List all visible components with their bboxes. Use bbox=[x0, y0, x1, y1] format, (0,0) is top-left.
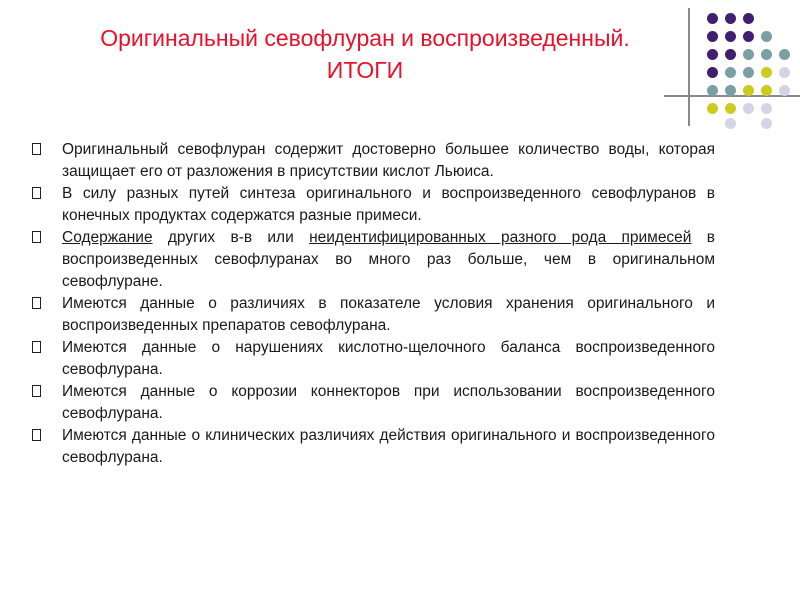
bullet-text: других в-в или bbox=[152, 229, 310, 246]
square-bullet-icon bbox=[32, 231, 41, 243]
dot bbox=[779, 49, 790, 60]
bullet-text: Имеются данные о коррозии коннекторов при использовании воспроизведенного севофлурана. bbox=[62, 383, 715, 422]
square-bullet-icon bbox=[32, 297, 41, 309]
dot bbox=[725, 67, 736, 78]
dot bbox=[707, 103, 718, 114]
bullet-item bbox=[32, 425, 715, 469]
dot bbox=[707, 49, 718, 60]
dot bbox=[761, 118, 772, 129]
dot bbox=[707, 85, 718, 96]
dot bbox=[779, 85, 790, 96]
bullet-item bbox=[32, 337, 715, 381]
bullet-item bbox=[32, 183, 715, 227]
dot bbox=[743, 31, 754, 42]
bullet-item bbox=[32, 227, 715, 293]
dot bbox=[725, 103, 736, 114]
dot bbox=[725, 118, 736, 129]
dot bbox=[779, 67, 790, 78]
bullet-text: Имеются данные о клинических различиях действия оригинального и воспроизведенного севофлурана. bbox=[62, 427, 715, 466]
dot bbox=[707, 13, 718, 24]
square-bullet-icon bbox=[32, 143, 41, 155]
dot bbox=[761, 103, 772, 114]
decorative-vertical-rule bbox=[688, 8, 690, 126]
underlined-term: неидентифицированных разного рода примесей bbox=[309, 229, 692, 246]
slide-title bbox=[20, 22, 710, 86]
dot bbox=[707, 31, 718, 42]
bullet-text: Имеются данные о различиях в показателе условия хранения оригинального и воспроизведенных препаратов севофлурана. bbox=[62, 295, 715, 334]
dot bbox=[743, 13, 754, 24]
dot bbox=[725, 13, 736, 24]
underlined-term: Содержание bbox=[62, 229, 153, 246]
bullet-item bbox=[32, 381, 715, 425]
dot bbox=[761, 49, 772, 60]
square-bullet-icon bbox=[32, 385, 41, 397]
dot bbox=[761, 85, 772, 96]
dot bbox=[743, 67, 754, 78]
bullet-text: Имеются данные о нарушениях кислотно-щелочного баланса воспроизведенного севофлурана. bbox=[62, 339, 715, 378]
bullet-text: в воспроизведенных севофлуранах во много раз больше, чем в оригинальном севофлуране. bbox=[62, 229, 715, 290]
dot bbox=[725, 49, 736, 60]
dot bbox=[743, 85, 754, 96]
bullet-item bbox=[32, 293, 715, 337]
dot bbox=[761, 67, 772, 78]
dot bbox=[761, 31, 772, 42]
dot bbox=[743, 103, 754, 114]
bullet-text: Оригинальный севофлуран содержит достоверно большее количество воды, которая защищает его от разложения в присутствии кислот Льюиса. bbox=[62, 141, 715, 180]
square-bullet-icon bbox=[32, 429, 41, 441]
dot bbox=[707, 67, 718, 78]
bullet-item bbox=[32, 139, 715, 183]
square-bullet-icon bbox=[32, 187, 41, 199]
title-line-1: Оригинальный севофлуран и воспроизведенный. bbox=[100, 25, 630, 51]
title-line-2: ИТОГИ bbox=[326, 57, 404, 83]
dot bbox=[725, 31, 736, 42]
dot bbox=[743, 49, 754, 60]
bullet-text: В силу разных путей синтеза оригинального и воспроизведенного севофлуранов в конечных продуктах содержатся разные примеси. bbox=[62, 185, 715, 224]
bullet-list bbox=[32, 139, 715, 469]
square-bullet-icon bbox=[32, 341, 41, 353]
dot bbox=[725, 85, 736, 96]
